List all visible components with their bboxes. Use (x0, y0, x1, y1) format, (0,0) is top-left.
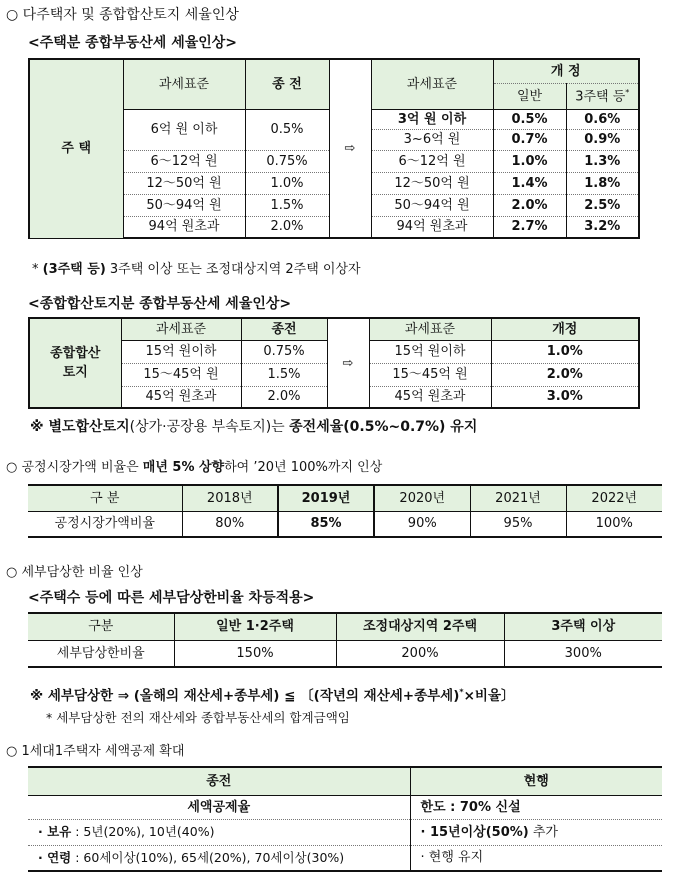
cell: 150% (174, 640, 336, 667)
separate-land-note: ※ 별도합산토지(상가·공장용 부속토지)는 종전세율(0.5%~0.7%) 유지 (30, 419, 478, 435)
cell: 85% (278, 511, 374, 537)
cell: 0.6% (566, 109, 639, 129)
cell: · 연령 : 60세이상(10%), 65세(20%), 70세이상(30%) (28, 845, 410, 871)
row-label: 종합합산 토지 (29, 318, 121, 408)
cell: 15억 원이하 (121, 340, 241, 363)
cell: 95% (470, 511, 566, 537)
cell: 0.75% (245, 150, 329, 172)
subsection-title: <주택분 종합부동산세 세율인상> (28, 35, 238, 51)
col-header: 과세표준 (121, 318, 241, 340)
col-header: 현행 (410, 767, 662, 795)
section-heading: ○ 세부담상한 비율 인상 (6, 565, 143, 580)
cell: · 보유 : 5년(20%), 10년(40%) (28, 819, 410, 845)
arrow-icon: ⇨ (329, 59, 371, 238)
cell: 0.75% (241, 340, 327, 363)
cell: 300% (504, 640, 662, 667)
col-header: 개정 (491, 318, 639, 340)
year-header: 2019년 (278, 485, 374, 511)
cell: · 15년이상(50%) 추가 (410, 819, 662, 845)
cell: 50～94억 원 (371, 194, 493, 216)
cell: 2.7% (493, 216, 566, 238)
cell: 45억 원초과 (369, 386, 491, 408)
cell: 3~6억 원 (371, 129, 493, 150)
col-header: 3주택 이상 (504, 613, 662, 640)
formula-note: ※ 세부담상한 ⇒ (올해의 재산세+종부세) ≦ 〔(작년의 재산세+종부세)*×비율〕 (30, 687, 515, 704)
cell: 50～94억 원 (123, 194, 245, 216)
col-header: 종전 (28, 767, 410, 795)
section-heading: ○ 다주택자 및 종합합산토지 세율인상 (6, 7, 239, 23)
cell: · 현행 유지 (410, 845, 662, 871)
col-header: 과세표준 (371, 59, 493, 109)
col-header: 종전 (241, 318, 327, 340)
cell: 6～12억 원 (371, 150, 493, 172)
cell: 94억 원초과 (371, 216, 493, 238)
cell: 3.0% (491, 386, 639, 408)
cell: 80% (182, 511, 278, 537)
cell: 15～45억 원 (121, 363, 241, 386)
col-header: 종 전 (245, 59, 329, 109)
year-header: 2022년 (566, 485, 662, 511)
cell: 3.2% (566, 216, 639, 238)
cell: 세액공제율 (28, 795, 410, 819)
col-header: 과세표준 (369, 318, 491, 340)
row-label: 세부담상한비율 (28, 640, 174, 667)
cell: 0.7% (493, 129, 566, 150)
col-header: 구분 (28, 613, 174, 640)
section-heading: ○ 1세대1주택자 세액공제 확대 (6, 744, 185, 759)
cell: 2.0% (241, 386, 327, 408)
col-header: 과세표준 (123, 59, 245, 109)
row-label: 주 택 (29, 59, 123, 238)
cell: 15～45억 원 (369, 363, 491, 386)
col-header: 3주택 등* (566, 83, 639, 109)
col-header: 일반 (493, 83, 566, 109)
cell: 12～50억 원 (371, 172, 493, 194)
cell: 100% (566, 511, 662, 537)
cell: 0.5% (493, 109, 566, 129)
col-header: 일반 1·2주택 (174, 613, 336, 640)
cell: 1.0% (245, 172, 329, 194)
cell: 한도 : 70% 신설 (410, 795, 662, 819)
cell: 94억 원초과 (123, 216, 245, 238)
year-header: 2020년 (374, 485, 470, 511)
footnote: * (3주택 등) 3주택 이상 또는 조정대상지역 2주택 이상자 (32, 262, 361, 277)
year-header: 2021년 (470, 485, 566, 511)
land-tax-table (28, 317, 640, 409)
section-heading: ○ 공정시장가액 비율은 매년 5% 상향하여 ’20년 100%까지 인상 (6, 460, 383, 475)
cell: 3억 원 이하 (371, 109, 493, 129)
cell: 45억 원초과 (121, 386, 241, 408)
cell: 2.5% (566, 194, 639, 216)
cell: 2.0% (245, 216, 329, 238)
cell: 2.0% (491, 363, 639, 386)
cell: 200% (336, 640, 504, 667)
cell: 0.9% (566, 129, 639, 150)
cell: 1.3% (566, 150, 639, 172)
cell: 1.0% (493, 150, 566, 172)
cell: 90% (374, 511, 470, 537)
year-header: 2018년 (182, 485, 278, 511)
cell: 15억 원이하 (369, 340, 491, 363)
arrow-icon: ⇨ (327, 318, 369, 408)
cell: 1.8% (566, 172, 639, 194)
subsection-title: <종합합산토지분 종합부동산세 세율인상> (28, 296, 292, 312)
footnote: * 세부담상한 전의 재산세와 종합부동산세의 합계금액임 (46, 710, 350, 725)
tax-credit-table (28, 766, 662, 872)
cell: 12～50억 원 (123, 172, 245, 194)
cell: 6억 원 이하 (123, 109, 245, 150)
cell: 1.4% (493, 172, 566, 194)
cell: 2.0% (493, 194, 566, 216)
row-label: 공정시장가액비율 (28, 511, 182, 537)
tax-cap-ratio-table (28, 612, 662, 668)
cell: 6～12억 원 (123, 150, 245, 172)
col-header: 구 분 (28, 485, 182, 511)
subsection-title: <주택수 등에 따른 세부담상한비율 차등적용> (28, 590, 315, 606)
col-header: 개 정 (493, 59, 639, 83)
housing-tax-table (28, 58, 640, 239)
cell: 1.0% (491, 340, 639, 363)
cell: 1.5% (245, 194, 329, 216)
cell: 1.5% (241, 363, 327, 386)
col-header: 조정대상지역 2주택 (336, 613, 504, 640)
cell: 0.5% (245, 109, 329, 150)
fair-market-ratio-table (28, 484, 662, 538)
